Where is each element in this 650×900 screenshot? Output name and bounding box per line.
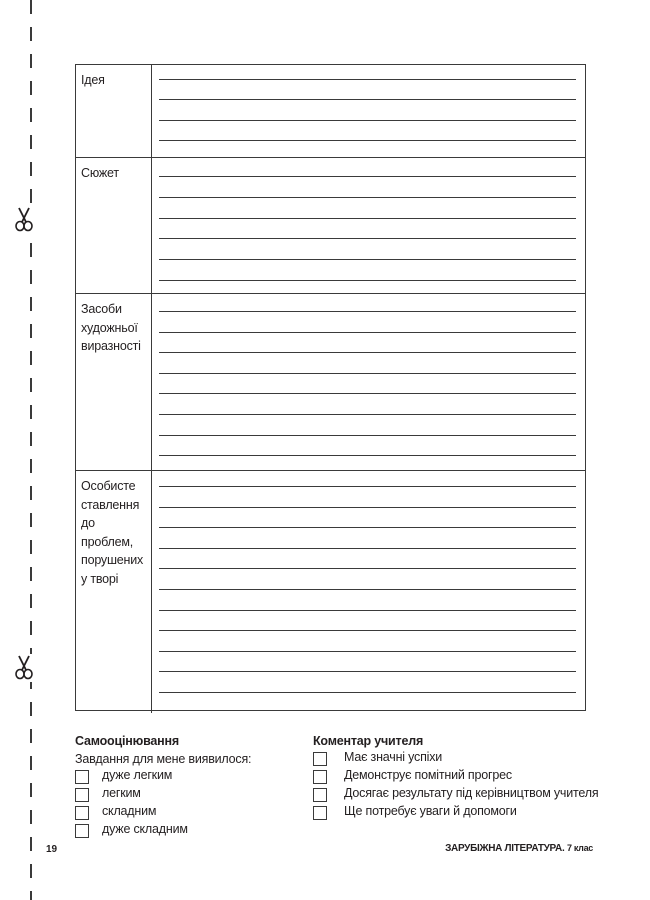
writing-line <box>159 486 576 487</box>
writing-line <box>159 568 576 569</box>
writing-line <box>159 610 576 611</box>
scissors-icon <box>13 206 35 234</box>
writing-line <box>159 393 576 394</box>
writing-line <box>159 548 576 549</box>
option-label: Досягає результату під керівництвом учителя <box>344 786 599 800</box>
writing-line <box>159 140 576 141</box>
grade-label: 7 клас <box>566 843 593 853</box>
checkbox[interactable] <box>313 752 327 766</box>
writing-line <box>159 280 576 281</box>
writing-line <box>159 692 576 693</box>
checkbox[interactable] <box>313 806 327 820</box>
table-row-personal-attitude <box>76 470 585 713</box>
writing-line <box>159 435 576 436</box>
writing-line <box>159 120 576 121</box>
teacher-comment-title: Коментар учителя <box>313 734 424 748</box>
writing-line <box>159 527 576 528</box>
writing-line <box>159 671 576 672</box>
writing-line <box>159 311 576 312</box>
writing-line <box>159 259 576 260</box>
writing-line <box>159 79 576 80</box>
option-label: дуже складним <box>102 822 188 836</box>
writing-lines[interactable] <box>159 65 576 157</box>
option-label: легким <box>102 786 141 800</box>
writing-line <box>159 218 576 219</box>
scissors-icon <box>13 654 35 682</box>
row-label: Сюжет <box>76 158 152 294</box>
writing-lines[interactable] <box>159 158 576 294</box>
writing-line <box>159 651 576 652</box>
option-label: Ще потребує уваги й допомоги <box>344 804 517 818</box>
book-title-text: ЗАРУБІЖНА ЛІТЕРАТУРА. <box>445 843 565 854</box>
checkbox[interactable] <box>75 824 89 838</box>
option-label: складним <box>102 804 157 818</box>
writing-line <box>159 414 576 415</box>
writing-line <box>159 455 576 456</box>
writing-line <box>159 176 576 177</box>
row-label: Особисте ставлення до проблем, порушених у творі <box>76 471 152 713</box>
writing-line <box>159 589 576 590</box>
option-label: Має значні успіхи <box>344 750 443 764</box>
self-assessment-title: Самооцінювання <box>75 734 179 748</box>
cut-line <box>30 0 32 900</box>
checkbox[interactable] <box>313 788 327 802</box>
book-title <box>445 843 593 854</box>
page-number: 19 <box>46 844 58 855</box>
writing-lines[interactable] <box>159 471 576 713</box>
option-label: дуже легким <box>102 768 173 782</box>
row-label: Ідея <box>76 65 152 157</box>
writing-line <box>159 352 576 353</box>
writing-line <box>159 238 576 239</box>
writing-line <box>159 197 576 198</box>
writing-line <box>159 373 576 374</box>
checkbox[interactable] <box>75 806 89 820</box>
option-label: Демонструє помітний прогрес <box>344 768 512 782</box>
table-row-plot <box>76 157 585 294</box>
writing-line <box>159 630 576 631</box>
checkbox[interactable] <box>75 788 89 802</box>
writing-lines[interactable] <box>159 294 576 471</box>
writing-line <box>159 332 576 333</box>
checkbox[interactable] <box>75 770 89 784</box>
table-row-idea <box>76 65 585 157</box>
row-label: Засоби художньої виразності <box>76 294 152 471</box>
table-row-expressive-means <box>76 293 585 471</box>
self-assessment-subtitle: Завдання для мене виявилося: <box>75 752 252 766</box>
analysis-table <box>75 64 586 711</box>
checkbox[interactable] <box>313 770 327 784</box>
writing-line <box>159 99 576 100</box>
writing-line <box>159 507 576 508</box>
